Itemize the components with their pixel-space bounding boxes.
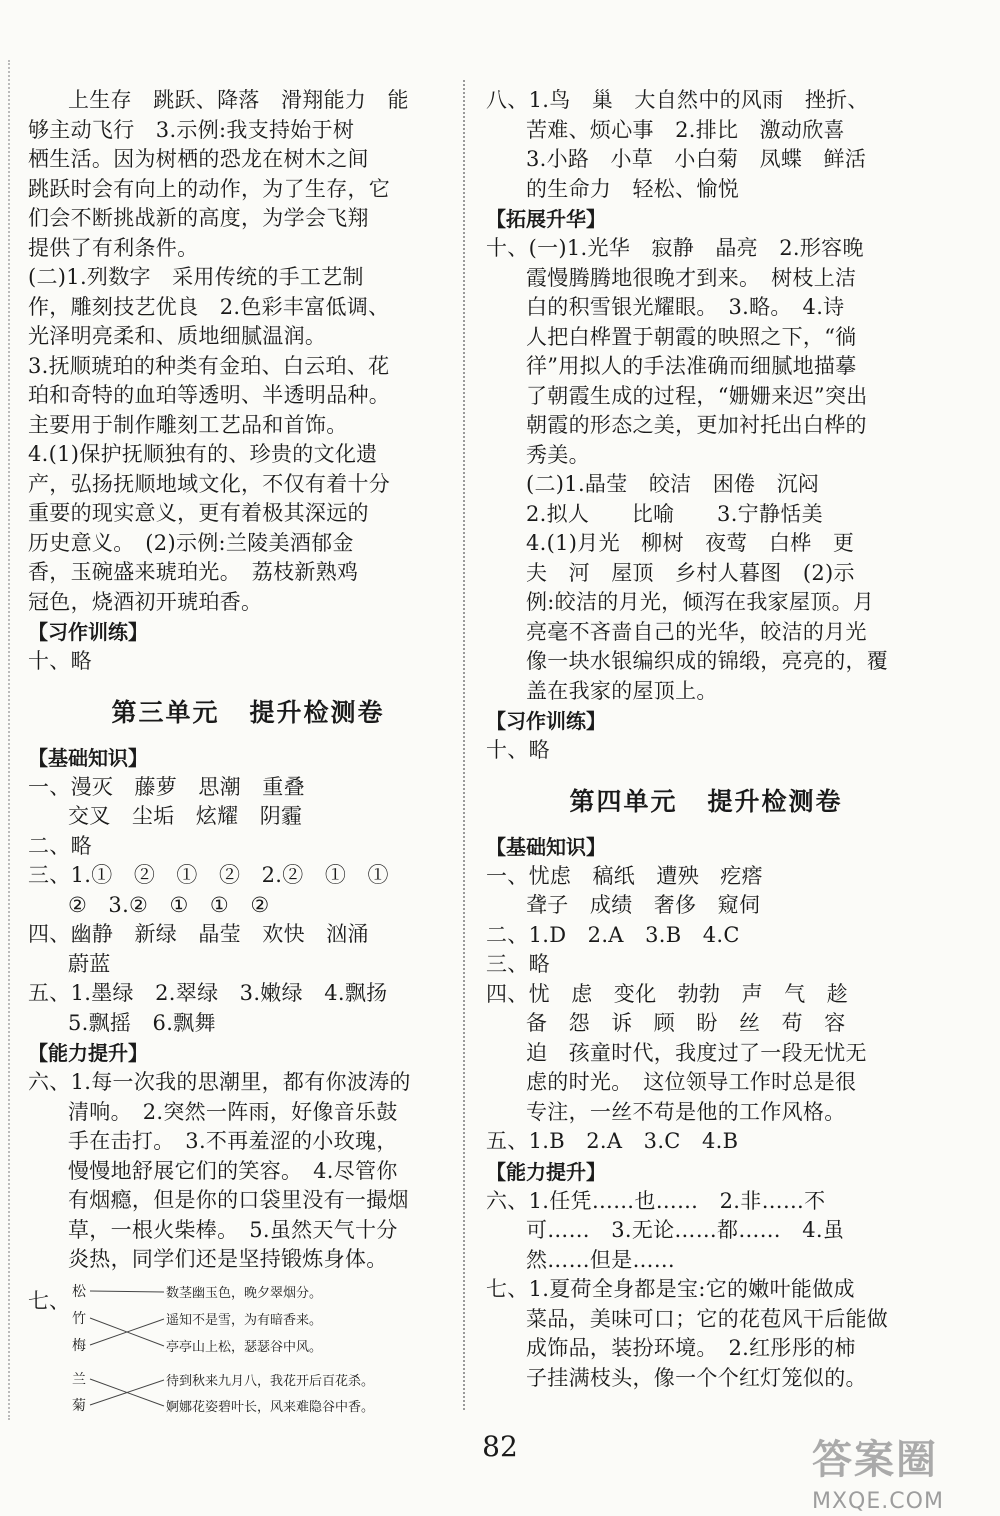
section-heading-writing: 【习作训练】: [28, 620, 148, 644]
text-line: 3.小路 小草 小白菊 凤蝶 鲜活: [526, 147, 867, 171]
text-line: 五、1.B 2.A 3.C 4.B: [486, 1129, 739, 1153]
text-line: 慢慢地舒展它们的笑容。 4.尽管你: [68, 1158, 398, 1183]
text-line: 香，玉碗盛来琥珀光。 荔枝新熟鸡: [28, 560, 359, 584]
text-line: ② 3.② ① ① ②: [68, 892, 270, 917]
text-line: 一、忧虑 稿纸 遭殃 疙瘩: [486, 863, 763, 888]
match-right-item: 遥知不是雪，为有暗香来。: [166, 1312, 323, 1328]
text-line: 了朝霞生成的过程，“姗姗来迟”突出: [526, 383, 868, 408]
match-lines: [28, 1277, 468, 1422]
section-heading-ability: 【能力提升】: [28, 1041, 148, 1065]
text-line: 六、1.任凭……也…… 2.非……不: [486, 1188, 826, 1213]
text-line: 作，雕刻技艺优良 2.色彩丰富低调、: [28, 294, 390, 319]
match-right-item: 亭亭山上松，瑟瑟谷中风。: [166, 1339, 323, 1355]
text-line: 4.(1)月光 柳树 夜莺 白桦 更: [526, 531, 855, 555]
text-line: 们会不断挑战新的高度，为学会飞翔: [28, 206, 369, 230]
text-line: 菜品，美味可口；它的花苞风干后能做: [526, 1306, 889, 1331]
text-line: 可…… 3.无论……都…… 4.虽: [526, 1218, 845, 1242]
text-line: 重要的现实意义，更有着极其深远的: [28, 501, 369, 525]
text-line: 3.抚顺琥珀的种类有金珀、白云珀、花: [28, 353, 390, 378]
match-line: [90, 1319, 164, 1345]
unit-title: [486, 782, 926, 818]
text-line: 上生存 跳跃、降落 滑翔能力 能: [68, 88, 409, 112]
section-heading-ability: 【能力提升】: [486, 1159, 606, 1184]
text-line: 蔚蓝: [68, 951, 111, 976]
text-line: 二、1.D 2.A 3.B 4.C: [486, 922, 740, 947]
unit-title: [28, 693, 468, 729]
text-line: 六、1.每一次我的思潮里，都有你波涛的: [28, 1070, 411, 1094]
text-line: 交叉 尘垢 炫耀 阴霾: [68, 804, 303, 828]
text-line: 够主动飞行 3.示例:我支持始于树: [28, 117, 355, 142]
text-line: 八、1.鸟 巢 大自然中的风雨 挫折、: [486, 88, 869, 112]
text-line: 像一块水银编织成的锦缎，亮亮的，覆: [526, 649, 889, 673]
section-heading-basic: 【基础知识】: [28, 745, 148, 770]
text-line: 虑的时光。 这位领导工作时总是很: [526, 1070, 857, 1094]
text-line: 有烟瘾，但是你的口袋里没有一撮烟: [68, 1188, 409, 1212]
match-left-item: 菊: [72, 1397, 86, 1414]
text-line: 珀和奇特的血珀等透明、半透明品种。: [28, 383, 391, 407]
unit-title-sub: 提升检测卷: [249, 697, 385, 727]
section-heading-writing: 【习作训练】: [486, 709, 606, 733]
match-right-item: 数茎幽玉色，晚夕翠烟分。: [166, 1285, 323, 1301]
text-line: 霞慢腾腾地很晚才到来。 树枝上洁: [526, 265, 857, 290]
right-column: [486, 86, 926, 1393]
left-column: [28, 86, 468, 1422]
match-left-item: 竹: [72, 1310, 86, 1327]
text-line: 朝霞的形态之美，更加衬托出白桦的: [526, 413, 867, 437]
text-line: 聋子 成绩 奢侈 窥伺: [526, 893, 761, 917]
left-edge-dots: [8, 60, 10, 1420]
unit-title-main: 第四单元: [569, 786, 678, 816]
text-line: 成饰品，装扮环境。 2.红彤彤的柿: [526, 1336, 856, 1360]
text-line: 历史意义。 (2)示例:兰陵美酒郁金: [28, 530, 354, 555]
text-line: 三、1.① ② ① ② 2.② ① ①: [28, 863, 389, 887]
text-line: 炎热，同学们还是坚持锻炼身体。: [68, 1247, 388, 1271]
answer-ten: 十、略: [486, 738, 550, 762]
text-line: 三、略: [486, 952, 550, 976]
text-line: 五、1.墨绿 2.翠绿 3.嫩绿 4.飘扬: [28, 981, 388, 1005]
text-line: 白的积雪银光耀眼。 3.略。 4.诗: [526, 295, 845, 319]
text-line: 人把白桦置于朝霞的映照之下，“徜: [526, 324, 857, 349]
text-line: 秀美。: [526, 442, 590, 467]
text-line: 苦难、烦心事 2.排比 激动欣喜: [526, 117, 845, 142]
text-line: 主要用于制作雕刻工艺品和首饰。: [28, 412, 348, 437]
text-line: 一、漫灭 藤萝 思潮 重叠: [28, 774, 305, 799]
text-line: 5.飘摇 6.飘舞: [68, 1010, 216, 1035]
text-line: 四、忧 虑 变化 勃勃 声 气 趁: [486, 981, 849, 1006]
text-line: 然……但是……: [526, 1247, 676, 1272]
watermark-url: MXQE.COM: [812, 1489, 944, 1514]
text-line: 子挂满枝头，像一个个红灯笼似的。: [526, 1365, 867, 1390]
text-line: 光泽明亮柔和、质地细腻温润。: [28, 324, 327, 348]
text-line: 夫 河 屋顶 乡村人暮图 (2)示: [526, 560, 855, 585]
section-heading-expand: 【拓展升华】: [486, 207, 606, 231]
text-line: 专注，一丝不苟是他的工作风格。: [526, 1099, 846, 1124]
text-line: 清响。 2.突然一阵雨，好像音乐鼓: [68, 1099, 398, 1124]
text-line: 跳跃时会有向上的动作，为了生存，它: [28, 176, 391, 201]
text-line: 产，弘扬抚顺地域文化，不仅有着十分: [28, 471, 391, 496]
match-left-item: 松: [72, 1283, 86, 1300]
answer-ten: 十、略: [28, 649, 92, 673]
page-number: 82: [482, 1430, 518, 1463]
section-heading-basic: 【基础知识】: [486, 834, 606, 859]
text-line: 栖生活。因为树栖的恐龙在树木之间: [28, 147, 369, 171]
matching-exercise: [28, 1277, 468, 1422]
match-line: [90, 1380, 164, 1405]
text-line: 提供了有利条件。: [28, 235, 199, 260]
text-line: 二、略: [28, 833, 92, 858]
match-left-item: 梅: [72, 1337, 86, 1354]
text-line: 四、幽静 新绿 晶莹 欢快 汹涌: [28, 922, 369, 946]
text-line: 4.(1)保护抚顺独有的、珍贵的文化遗: [28, 442, 378, 466]
text-line: 徉”用拟人的手法准确而细腻地描摹: [526, 354, 857, 378]
unit-title-main: 第三单元: [111, 697, 220, 727]
text-line: 冠色，烧酒初开琥珀香。: [28, 589, 263, 614]
text-line: 备 怨 诉 顾 盼 丝 苟 容: [526, 1011, 846, 1035]
text-line: 七、1.夏荷全身都是宝:它的嫩叶能做成: [486, 1277, 855, 1301]
watermark-logo-text: 答案圈: [812, 1437, 938, 1483]
text-line: 迫 孩童时代，我度过了一段无忧无: [526, 1040, 867, 1065]
text-line: 草，一根火柴棒。 5.虽然天气十分: [68, 1217, 398, 1242]
match-right-item: 待到秋来九月八，我花开后百花杀。: [166, 1373, 375, 1389]
text-line: (二)1.列数字 采用传统的手工艺制: [28, 265, 364, 289]
unit-title-sub: 提升检测卷: [707, 786, 843, 816]
text-line: 的生命力 轻松、愉悦: [526, 176, 739, 201]
match-right-item: 婀娜花姿碧叶长，风来难隐谷中香。: [166, 1399, 375, 1415]
text-line: 十、(一)1.光华 寂静 晶亮 2.形容晚: [486, 236, 864, 260]
text-line: 2.拟人 比喻 3.宁静恬美: [526, 501, 823, 526]
text-line: 手在击打。 3.不再羞涩的小玫瑰，: [68, 1129, 398, 1153]
watermark: [812, 1428, 982, 1514]
text-line: (二)1.晶莹 皎洁 困倦 沉闷: [526, 472, 820, 496]
match-left-item: 兰: [72, 1371, 86, 1388]
text-line: 盖在我家的屋顶上。: [526, 678, 718, 703]
seven-label: 七、: [28, 1288, 70, 1313]
match-line: [90, 1291, 164, 1292]
text-line: 亮毫不吝啬自己的光华，皎洁的月光: [526, 619, 867, 644]
text-line: 例:皎洁的月光，倾泻在我家屋顶。月: [526, 590, 875, 614]
